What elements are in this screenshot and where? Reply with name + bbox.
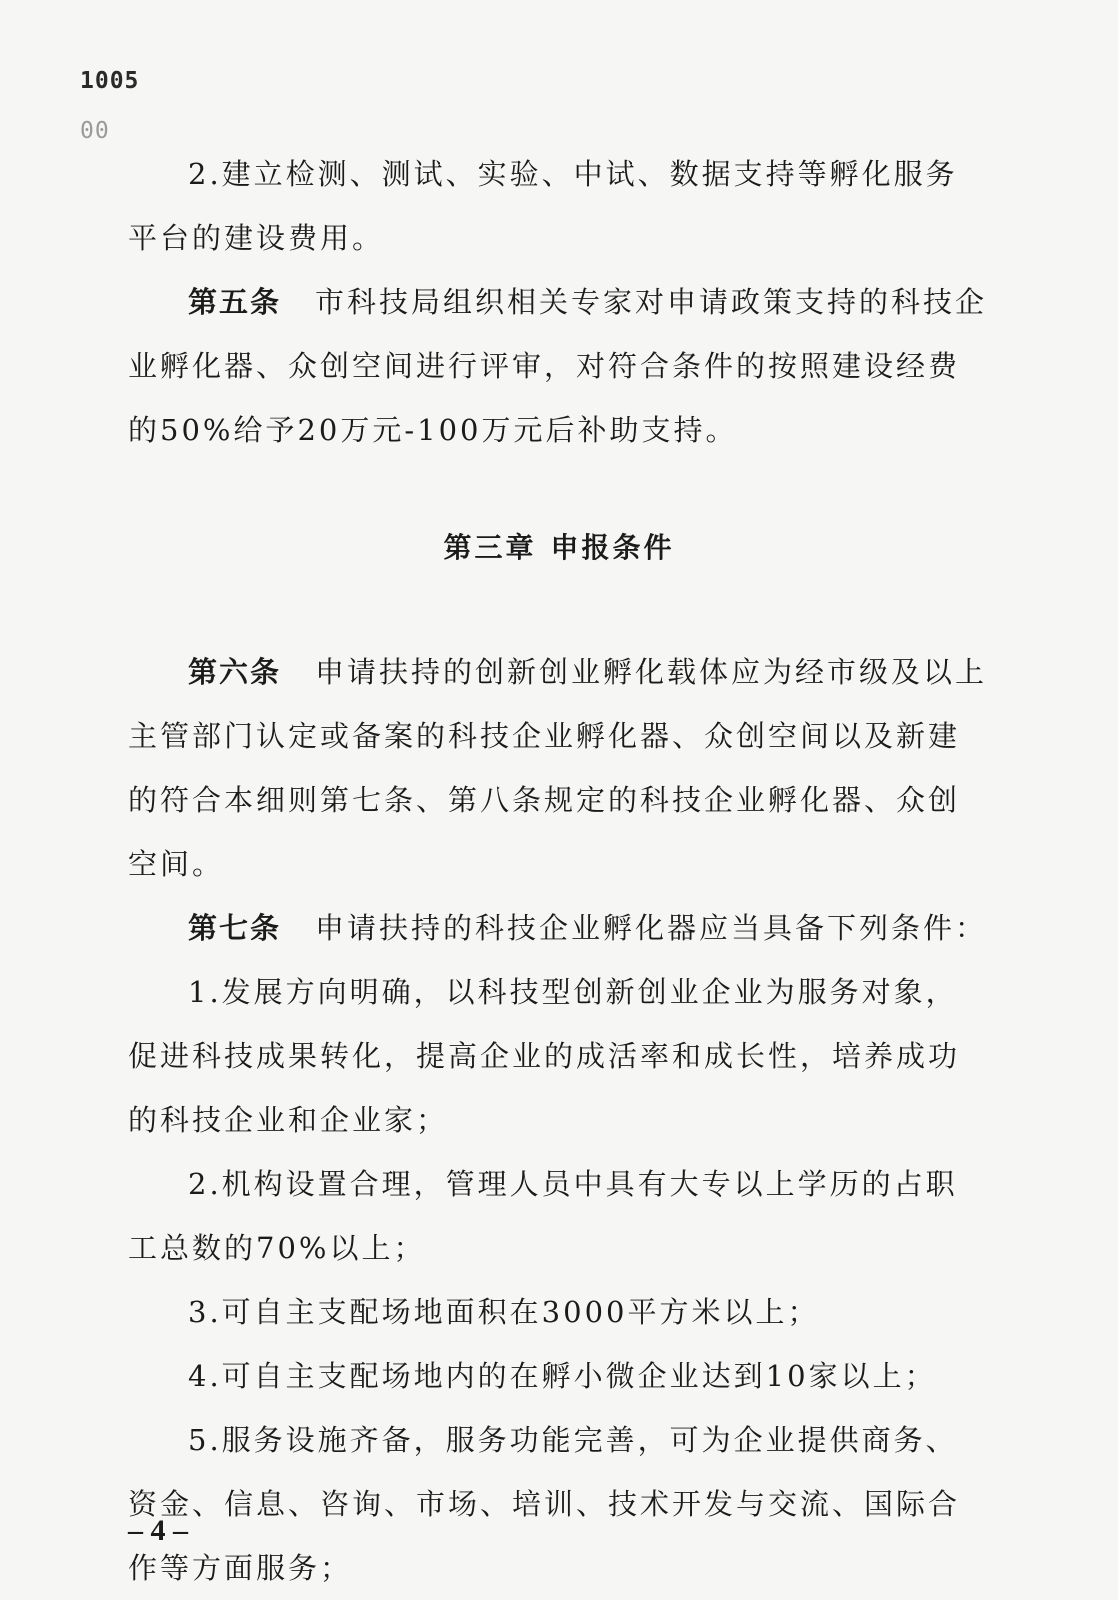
chapter-title: 申报条件 [550, 531, 675, 564]
article-7-text: 申请扶持的科技企业孵化器应当具备下列条件： [315, 911, 988, 945]
article-5-text: 市科技局组织相关专家对申请政策支持的科技企业孵化器、众创空间进行评审，对符合条件的按照建设经费的50%给予20万元-100万元后补助支持。 [128, 285, 988, 447]
article-7-label: 第七条 [188, 911, 282, 945]
list-item: 2.机构设置合理，管理人员中具有大专以上学历的占职工总数的70%以上； [128, 1167, 958, 1265]
paragraph-article-5 [128, 270, 988, 462]
list-item: 3.可自主支配场地面积在3000平方米以上； [188, 1295, 820, 1329]
list-item: 4.可自主支配场地内的在孵小微企业达到10家以上； [188, 1359, 937, 1393]
paragraph-item-2: 2.建立检测、测试、实验、中试、数据支持等孵化服务平台的建设费用。 [128, 157, 958, 255]
chapter-heading [0, 528, 1118, 568]
article-6-text: 申请扶持的创新创业孵化载体应为经市级及以上主管部门认定或备案的科技企业孵化器、众创空间以及新建的符合本细则第七条、第八条规定的科技企业孵化器、众创空间。 [128, 655, 988, 881]
article-5-label: 第五条 [188, 285, 282, 319]
article-6-label: 第六条 [188, 655, 282, 689]
page-number: – 4 – [128, 1514, 188, 1547]
section-top [128, 142, 988, 462]
chapter-number: 第三章 [443, 531, 537, 564]
section-bottom [128, 640, 988, 1600]
list-item: 5.服务设施齐备，服务功能完善，可为企业提供商务、资金、信息、咨询、市场、培训、技术开发与交流、国际合作等方面服务； [128, 1423, 961, 1585]
archive-stamp-number-secondary: 00 [80, 118, 110, 144]
archive-stamp-number: 1005 [80, 68, 140, 94]
paragraph-article-6 [128, 640, 988, 896]
paragraph-article-7 [128, 896, 988, 960]
list-item: 1.发展方向明确，以科技型创新创业企业为服务对象，促进科技成果转化，提高企业的成活率和成长性，培养成功的科技企业和企业家； [128, 975, 961, 1137]
